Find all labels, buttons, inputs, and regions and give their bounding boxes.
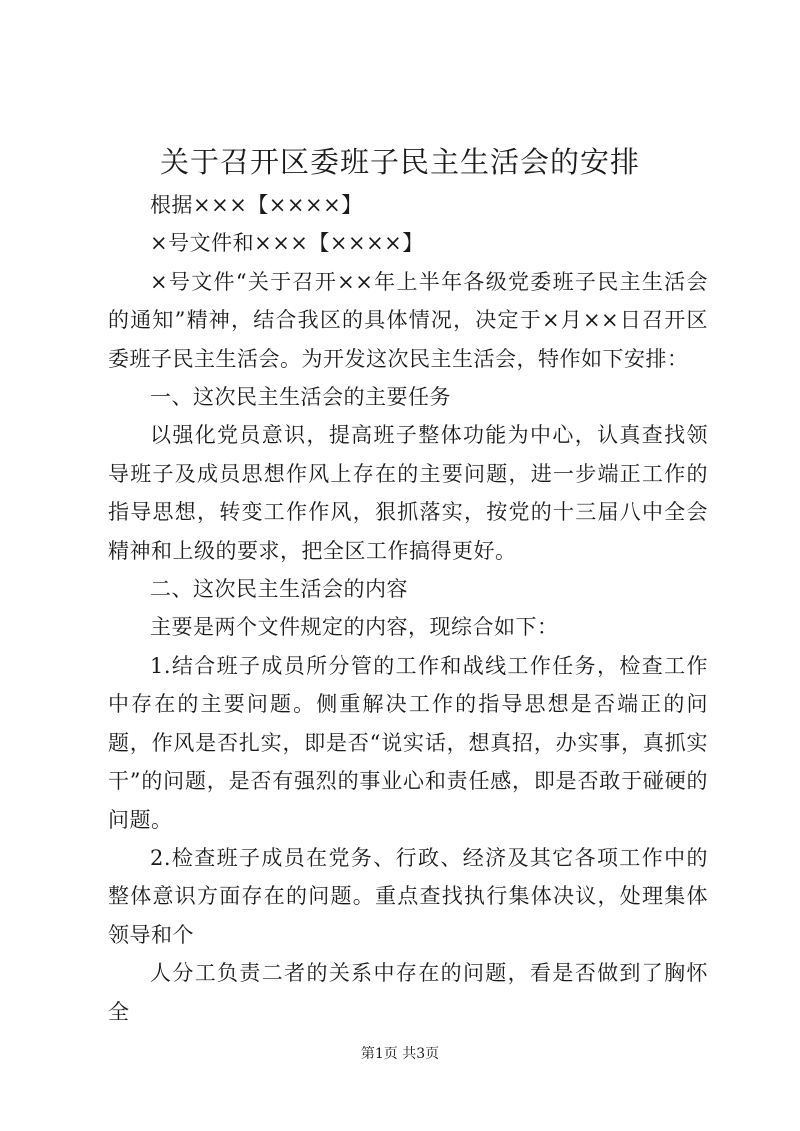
section-heading: 一、这次民主生活会的主要任务 bbox=[150, 385, 451, 410]
paragraph: 以强化党员意识，提高班子整体功能为中心，认真查找领导班子及成员思想作风上存在的主要问题，进一步端正工作的指导思想，转变工作作风，狠抓落实，按党的十三届八中全会精神和上级的要求，把全区工作搞得更好。 bbox=[108, 423, 708, 563]
paragraph: ×号文件“关于召开××年上半年各级党委班子民主生活会的通知”精神，结合我区的具体情况，决定于×月××日召开区委班子民主生活会。为开发这次民主生活会，特作如下安排： bbox=[108, 269, 708, 371]
section-heading: 二、这次民主生活会的内容 bbox=[150, 577, 408, 602]
paragraph: 根据×××【××××】 bbox=[150, 193, 363, 217]
document-body bbox=[108, 186, 708, 1031]
list-item: 2.检查班子成员在党务、行政、经济及其它各项工作中的整体意识方面存在的问题。重点查找执行集体决议，处理集体领导和个 bbox=[108, 845, 708, 947]
paragraph: ×号文件和×××【××××】 bbox=[150, 231, 424, 256]
paragraph: 人分工负责二者的关系中存在的问题，看是否做到了胸怀全 bbox=[108, 961, 708, 1024]
paragraph: 主要是两个文件规定的内容，现综合如下： bbox=[150, 615, 559, 640]
page-footer: 第1页 共3页 bbox=[360, 1046, 440, 1062]
list-item: 1.结合班子成员所分管的工作和战线工作任务，检查工作中存在的主要问题。侧重解决工作的指导思想是否端正的问题，作风是否扎实，即是否“说实话，想真招，办实事，真抓实干”的问题，是否有强烈的事业心和责任感，即是否敢于碰硬的问题。 bbox=[108, 653, 708, 832]
document-title: 关于召开区委班子民主生活会的安排 bbox=[159, 145, 640, 179]
